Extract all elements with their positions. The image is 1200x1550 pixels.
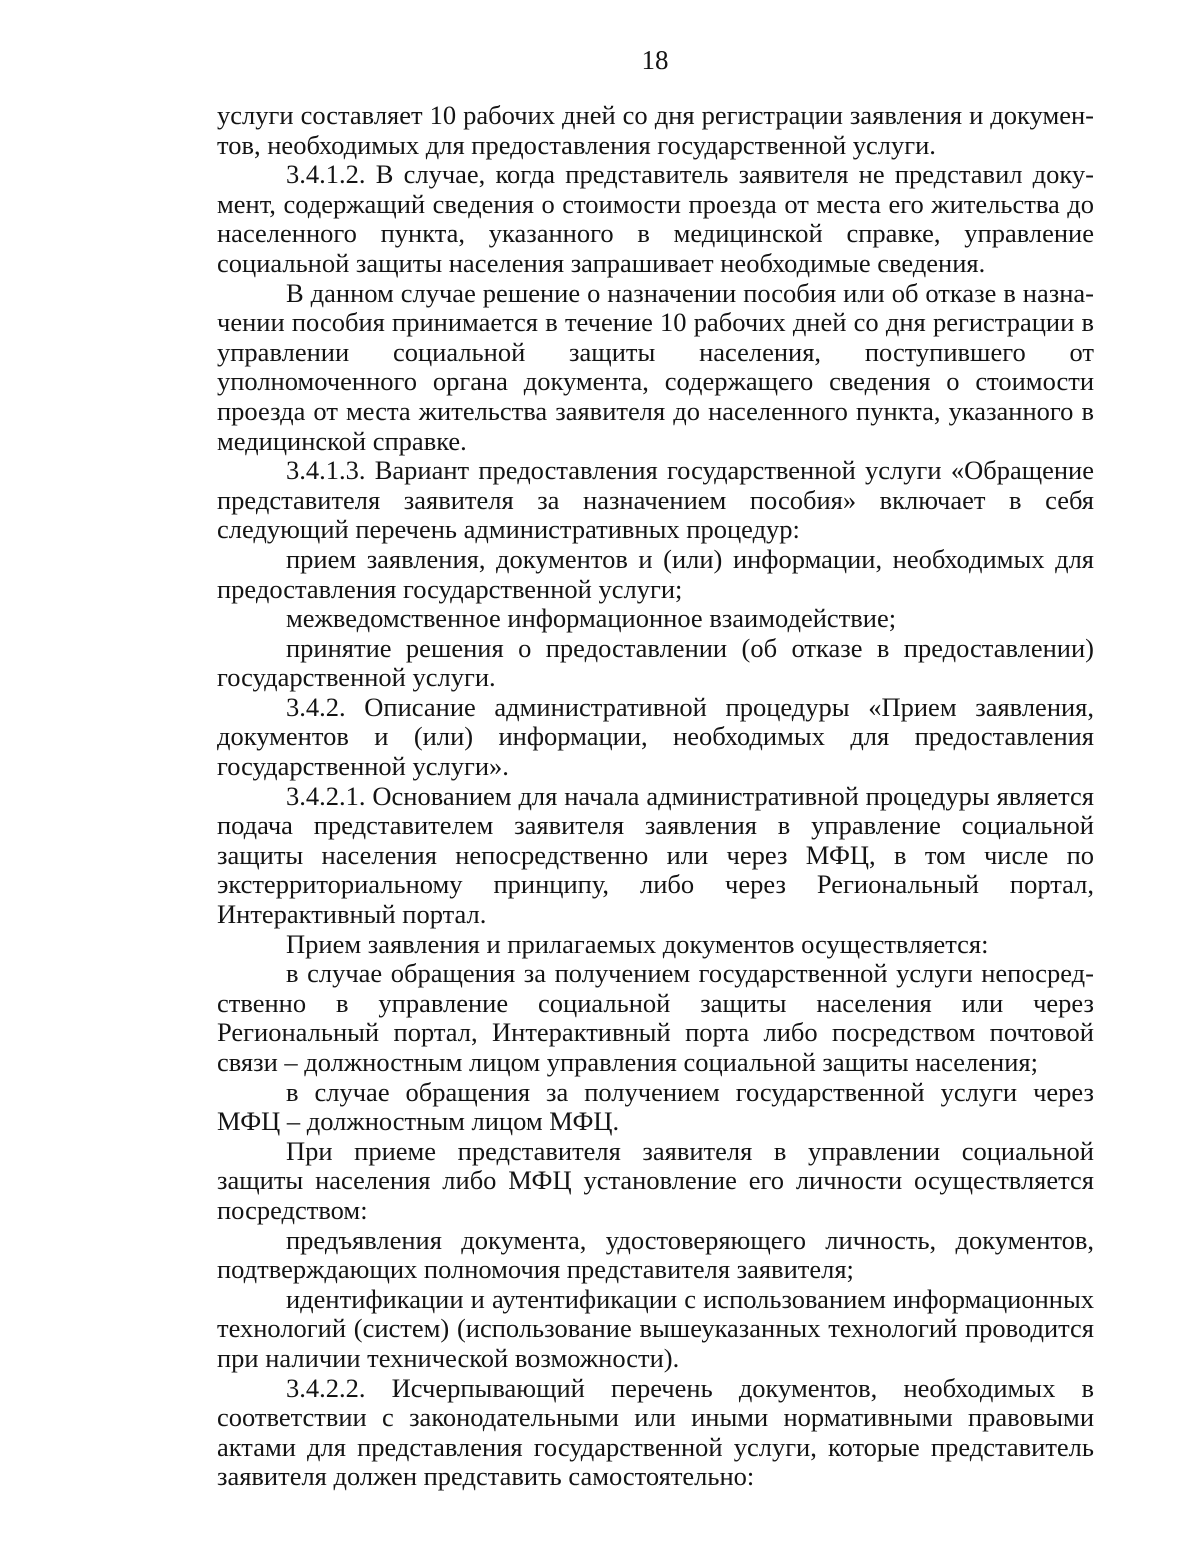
page-number: 18 [641, 45, 669, 75]
paragraph-reception-intro: Прием заявления и прилагаемых документов осуществляется: [286, 928, 989, 959]
list-item-reception: прием заявления, документов и (или) информации, необходимых для предоставления государственной услуги; [217, 543, 1094, 604]
list-item-decision: принятие решения о предоставлении (об отказе в предоставлении) государственной услуги. [217, 632, 1094, 693]
paragraph-identity-check: При приеме представителя заявителя в управлении социальной защиты населения либо МФЦ установление его личности осуществляется посредством: [217, 1135, 1094, 1225]
list-item-mfc-application: в случае обращения за получением государственной услуги через МФЦ – должностным лицом МФЦ. [217, 1076, 1094, 1137]
list-item-identification: идентификации и аутентификации с использованием информационных технологий (систем) (использование вышеуказанных технологий проводится при наличии технической возможности). [217, 1283, 1094, 1373]
document-body [217, 101, 1094, 1492]
paragraph-3-4-2-1: 3.4.2.1. Основанием для начала административной процедуры является подача представителем заявителя заявления в управление социальной защиты населения непосредственно или через МФЦ, в том числе по экстерриториальному принципу, либо через Региональный портал, Интерактивный портал. [217, 780, 1094, 930]
paragraph-decision-timing: В данном случае решение о назначении пособия или об отказе в назначении пособия принимается в течение 10 рабочих дней со дня регистрации в управлении социальной защиты населения, поступившего от уполномоченного органа документа, содержащего сведения о стоимости проезда от места жительства заявителя до населенного пункта, указанного в медицинской справке. [217, 277, 1094, 456]
list-item-document-presentation: предъявления документа, удостоверяющего личность, документов, подтверждающих полномочия представителя заявителя; [217, 1224, 1094, 1285]
paragraph-3-4-1-3: 3.4.1.3. Вариант предоставления государственной услуги «Обращение представителя заявителя за назначением пособия» включает в себя следующий перечень административных процедур: [217, 455, 1094, 545]
list-item-interagency: межведомственное информационное взаимодействие; [286, 603, 897, 634]
paragraph-3-4-2-2: 3.4.2.2. Исчерпывающий перечень документов, необходимых в соответствии с законодательными или иными нормативными правовыми актами для представления государственной услуги, которые представитель заявителя должен представить самостоятельно: [217, 1372, 1094, 1492]
paragraph-continuation: услуги составляет 10 рабочих дней со дня регистрации заявления и документов, необходимых для предоставления государственной услуги. [217, 100, 1094, 160]
paragraph-3-4-1-2: 3.4.1.2. В случае, когда представитель заявителя не представил документ, содержащий сведения о стоимости проезда от места его жительства до населенного пункта, указанного в медицинской справке, управление социальной защиты населения запрашивает необходимые сведения. [217, 159, 1094, 278]
paragraph-3-4-2: 3.4.2. Описание административной процедуры «Прием заявления, документов и (или) информации, необходимых для предоставления государственной услуги». [217, 691, 1094, 782]
list-item-direct-application: в случае обращения за получением государственной услуги непосредственно в управление социальной защиты населения или через Региональный портал, Интерактивный порта либо посредством почтовой связи – должностным лицом управления социальной защиты населения; [217, 958, 1094, 1077]
